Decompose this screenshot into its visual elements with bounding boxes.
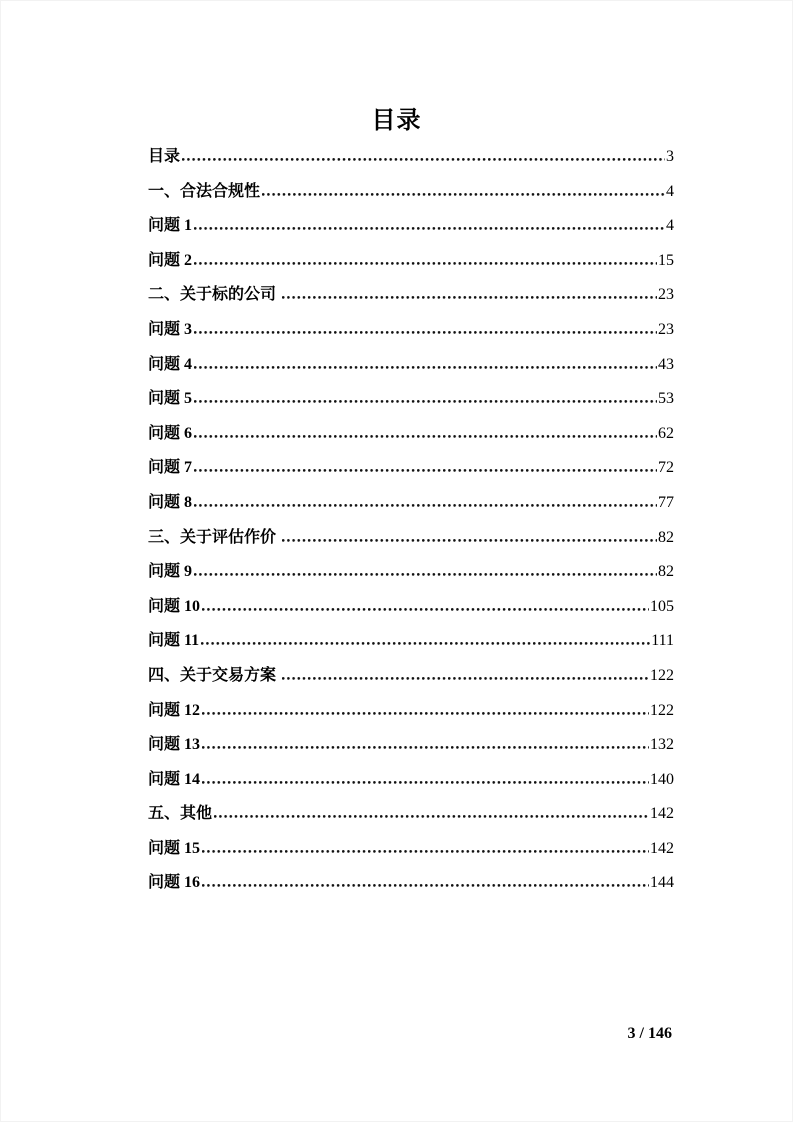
toc-entry-page-number: 142 <box>650 839 674 857</box>
toc-entry[interactable] <box>148 866 674 901</box>
toc-entry-page-number: 4 <box>666 217 674 235</box>
toc-entry-label: 问题 13 <box>148 736 201 754</box>
toc-entry-label: 问题 12 <box>148 701 201 719</box>
toc-entry-label: 问题 5 <box>148 390 193 408</box>
toc-entry[interactable] <box>148 832 674 867</box>
toc-entry[interactable] <box>148 382 674 417</box>
toc-entry-page-number: 132 <box>650 736 674 754</box>
dot-leader <box>182 157 665 161</box>
toc-entry[interactable] <box>148 451 674 486</box>
toc-entry[interactable] <box>148 763 674 798</box>
toc-entry-page-number: 122 <box>650 666 674 684</box>
dot-leader <box>194 330 657 334</box>
dot-leader <box>194 468 657 472</box>
toc-entry-page-number: 140 <box>650 770 674 788</box>
toc-entry-label: 问题 16 <box>148 874 201 892</box>
toc-entry-label: 问题 6 <box>148 424 193 442</box>
toc-entry-page-number: 23 <box>658 320 674 338</box>
toc-entry-label: 问题 3 <box>148 320 193 338</box>
toc-entry-label: 问题 2 <box>148 251 193 269</box>
toc-entry-label: 问题 8 <box>148 493 193 511</box>
toc-entry-page-number: 82 <box>658 563 674 581</box>
toc-entry[interactable] <box>148 590 674 625</box>
dot-leader <box>194 365 657 369</box>
toc-entry-page-number: 3 <box>666 148 674 165</box>
toc-entry-page-number: 144 <box>650 874 674 892</box>
toc-entry[interactable] <box>148 244 674 279</box>
toc-entry-label: 问题 10 <box>148 597 201 615</box>
toc-entry[interactable] <box>148 348 674 383</box>
toc-entry-label: 问题 4 <box>148 355 193 373</box>
toc-entry-page-number: 4 <box>666 182 674 200</box>
page-title: 目录 <box>371 108 422 134</box>
toc-entry-page-number: 142 <box>650 805 674 823</box>
dot-leader <box>202 745 649 749</box>
toc-entry[interactable] <box>148 417 674 452</box>
toc-entry[interactable] <box>148 278 674 313</box>
toc-entry-label: 问题 7 <box>148 459 193 477</box>
toc-entry[interactable] <box>148 521 674 556</box>
table-of-contents <box>148 140 674 901</box>
dot-leader <box>194 261 657 265</box>
dot-leader <box>194 572 657 576</box>
dot-leader <box>282 676 649 680</box>
toc-entry-page-number: 43 <box>658 355 674 373</box>
toc-entry-label: 问题 1 <box>148 217 193 235</box>
page-number-footer: 3 / 146 <box>627 1025 672 1042</box>
toc-entry-page-number: 105 <box>650 597 674 615</box>
dot-leader <box>262 192 665 196</box>
dot-leader <box>282 295 657 299</box>
toc-entry[interactable] <box>148 140 674 175</box>
dot-leader <box>201 641 650 645</box>
toc-entry[interactable] <box>148 486 674 521</box>
toc-entry-label: 五、其他 <box>148 805 213 823</box>
toc-entry-label: 问题 9 <box>148 563 193 581</box>
toc-entry-label: 问题 11 <box>148 632 200 650</box>
toc-entry[interactable] <box>148 555 674 590</box>
toc-entry-label: 二、关于标的公司 <box>148 286 281 304</box>
toc-entry-page-number: 77 <box>658 493 674 511</box>
dot-leader <box>202 711 649 715</box>
toc-entry[interactable] <box>148 175 674 210</box>
toc-entry-page-number: 122 <box>650 701 674 719</box>
toc-entry-page-number: 111 <box>651 632 674 650</box>
toc-entry-page-number: 62 <box>658 424 674 442</box>
toc-entry[interactable] <box>148 659 674 694</box>
toc-entry-page-number: 82 <box>658 528 674 546</box>
toc-entry-label: 目录 <box>148 148 181 165</box>
dot-leader <box>282 538 657 542</box>
toc-entry[interactable] <box>148 624 674 659</box>
toc-entry[interactable] <box>148 209 674 244</box>
toc-entry-page-number: 72 <box>658 459 674 477</box>
toc-entry[interactable] <box>148 797 674 832</box>
toc-entry-page-number: 53 <box>658 390 674 408</box>
toc-entry[interactable] <box>148 728 674 763</box>
dot-leader <box>194 399 657 403</box>
toc-entry-label: 问题 15 <box>148 839 201 857</box>
dot-leader <box>202 607 649 611</box>
toc-entry-page-number: 23 <box>658 286 674 304</box>
dot-leader <box>202 780 649 784</box>
toc-entry-page-number: 15 <box>658 251 674 269</box>
toc-entry-label: 三、关于评估作价 <box>148 528 281 546</box>
dot-leader <box>202 883 649 887</box>
toc-entry-label: 问题 14 <box>148 770 201 788</box>
toc-entry[interactable] <box>148 694 674 729</box>
toc-entry-label: 四、关于交易方案 <box>148 666 281 684</box>
dot-leader <box>202 849 649 853</box>
dot-leader <box>194 503 657 507</box>
dot-leader <box>194 434 657 438</box>
toc-entry[interactable] <box>148 313 674 348</box>
toc-entry-label: 一、合法合规性 <box>148 182 261 200</box>
dot-leader <box>214 814 649 818</box>
dot-leader <box>194 226 665 230</box>
